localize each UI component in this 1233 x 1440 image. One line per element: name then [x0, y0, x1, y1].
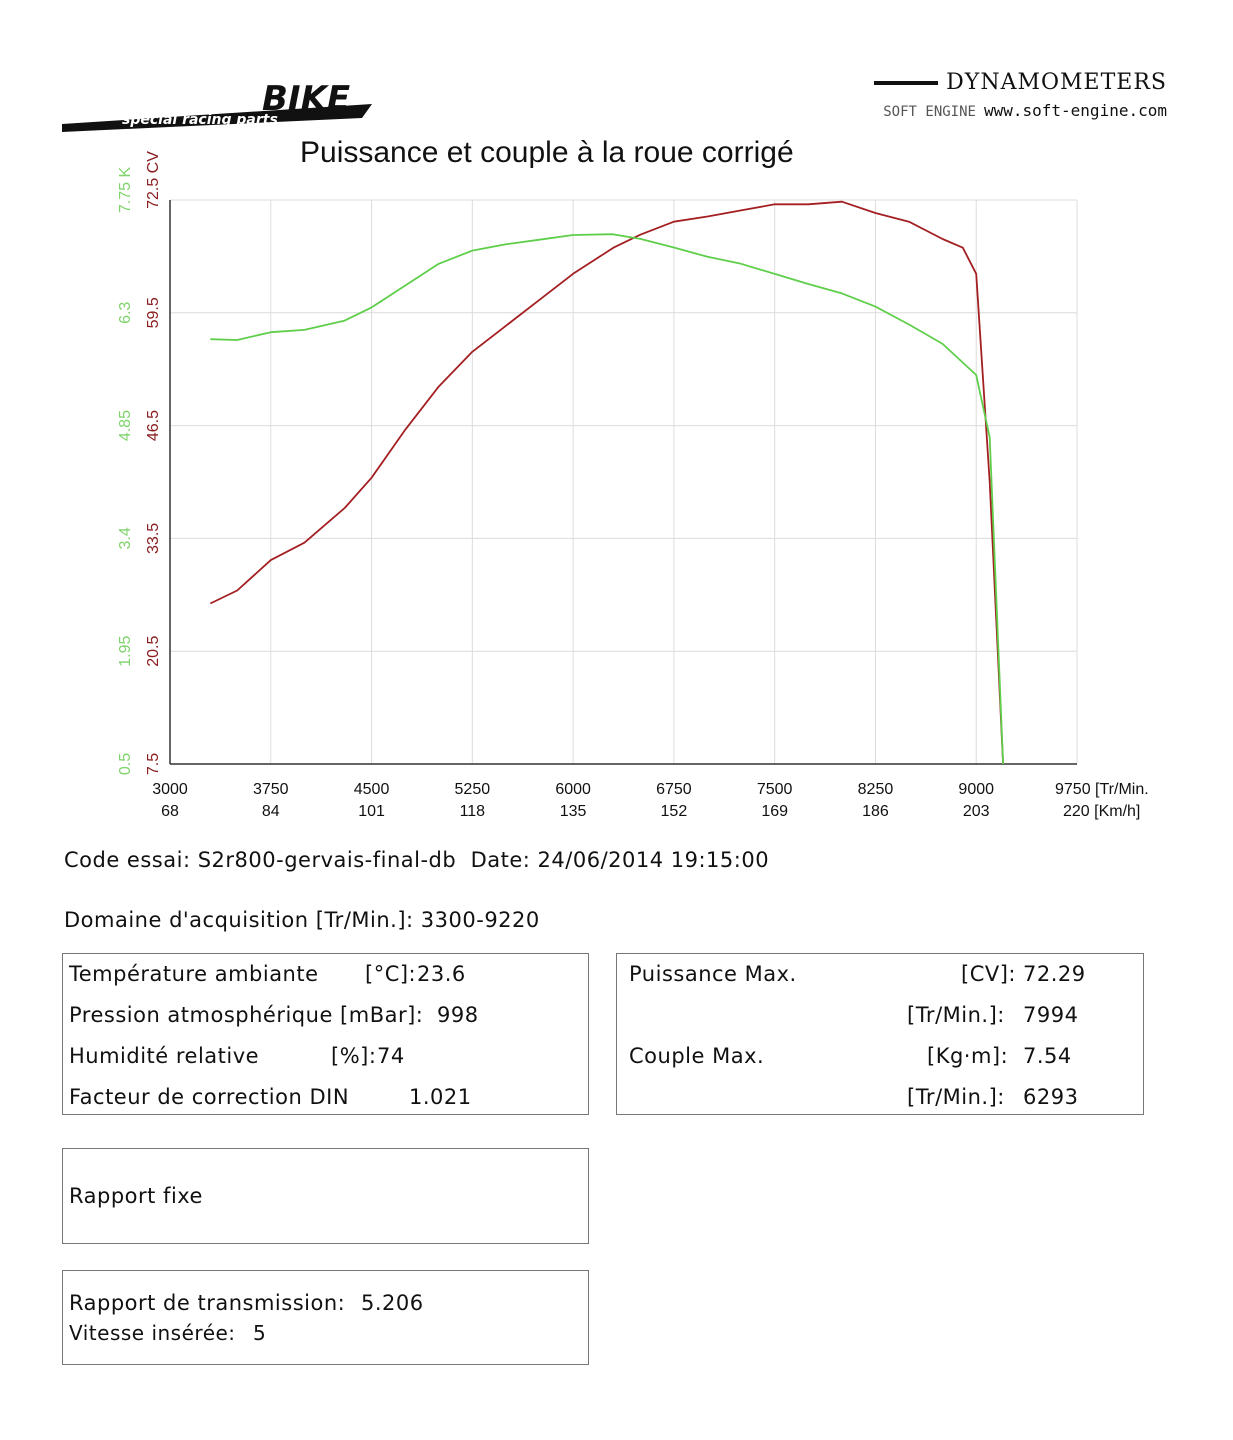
brand-url: www.soft-engine.com	[983, 101, 1167, 120]
date-value: 24/06/2014 19:15:00	[537, 848, 770, 872]
torque-max-unit: [Kg·m]:	[927, 1044, 1009, 1068]
x-tick-label: 3750	[252, 781, 289, 798]
transmission-value: 5.206	[361, 1291, 424, 1315]
x-tick-label: 4500	[353, 781, 390, 798]
code-value: S2r800-gervais-final-db	[197, 848, 457, 872]
x-secondary-tick-label: 203	[962, 803, 990, 820]
torque-max-value: 7.54	[1023, 1044, 1072, 1068]
x-secondary-tick-label: 169	[761, 803, 789, 820]
temp-unit: [°C]:	[365, 962, 417, 986]
x-tick-label: 6750	[656, 781, 692, 798]
x-secondary-tick-label: 68	[161, 803, 179, 820]
torque-rpm-unit: [Tr/Min.]:	[907, 1085, 1005, 1109]
power-tick-label: 7.5	[145, 752, 162, 776]
torque-tick-label: 0.5	[117, 752, 134, 776]
transmission-box	[62, 1270, 589, 1365]
power-max-label: Puissance Max.	[629, 962, 797, 986]
domain-value: 3300-9220	[420, 908, 540, 932]
logo-tagline: special racing parts	[122, 112, 278, 128]
gear-value: 5	[253, 1321, 267, 1345]
x-secondary-tick-label: 84	[261, 803, 280, 820]
x-secondary-tick-label: 186	[862, 803, 889, 820]
domain-label: Domaine d'acquisition [Tr/Min.]:	[64, 908, 414, 932]
torque-tick-label: 4.85	[117, 410, 134, 442]
x-tick-label: 8250	[857, 781, 894, 798]
power-tick-label: 59.5	[145, 297, 162, 329]
torque-tick-label: 6.3	[117, 301, 134, 324]
conditions-box	[62, 953, 589, 1115]
power-tick-label: 20.5	[145, 635, 162, 667]
torque-rpm-value: 6293	[1023, 1085, 1079, 1109]
humidity-label: Humidité relative	[69, 1044, 260, 1068]
x-tick-label: 3000	[152, 781, 188, 798]
x-secondary-tick-label: 135	[559, 803, 587, 820]
correction-label: Facteur de correction DIN	[69, 1085, 350, 1109]
pressure-value: 998	[437, 1003, 479, 1027]
x-tick-label: 6000	[555, 781, 591, 798]
fixed-ratio-label: Rapport fixe	[69, 1184, 203, 1208]
code-label: Code essai:	[64, 848, 191, 872]
gear-label: Vitesse insérée:	[69, 1321, 236, 1345]
power-curve	[210, 202, 1003, 764]
power-tick-label: 33.5	[145, 522, 162, 554]
x-tick-label: 9000	[958, 781, 995, 798]
x-tick-label: 9750 [Tr/Min.	[1055, 781, 1149, 798]
humidity-value: 74	[377, 1044, 405, 1068]
temp-label: Température ambiante	[69, 962, 319, 986]
logo-text: BIKE	[262, 84, 351, 119]
x-tick-label: 7500	[756, 781, 793, 798]
temp-value: 23.6	[417, 962, 466, 986]
brand-mark: SOFT ENGINE	[883, 104, 976, 120]
x-secondary-tick-label: 118	[459, 803, 486, 820]
correction-value: 1.021	[409, 1085, 472, 1109]
power-rpm-unit: [Tr/Min.]:	[907, 1003, 1005, 1027]
torque-tick-label: 3.4	[117, 527, 134, 550]
torque-max-label: Couple Max.	[629, 1044, 765, 1068]
humidity-unit: [%]:	[331, 1044, 377, 1068]
power-max-unit: [CV]:	[961, 962, 1016, 986]
acquisition-row	[64, 908, 540, 932]
power-rpm-value: 7994	[1023, 1003, 1079, 1027]
fixed-ratio-box	[62, 1148, 589, 1244]
torque-curve	[210, 234, 1003, 764]
power-tick-label: 46.5	[145, 410, 162, 442]
pressure-label: Pression atmosphérique [mBar]:	[69, 1003, 424, 1027]
x-secondary-tick-label: 101	[358, 803, 385, 820]
results-box	[616, 953, 1144, 1115]
x-secondary-tick-label: 220 [Km/h]	[1063, 803, 1141, 820]
transmission-label: Rapport de transmission:	[69, 1291, 346, 1315]
torque-tick-label: 1.95	[117, 635, 134, 667]
x-secondary-tick-label: 152	[660, 803, 688, 820]
brand-name: DYNAMOMETERS	[946, 70, 1167, 95]
date-label: Date:	[470, 848, 531, 872]
x-tick-label: 5250	[454, 781, 491, 798]
power-tick-label: 72.5 CV	[145, 151, 162, 209]
test-code-row	[64, 848, 769, 872]
torque-tick-label: 7.75 K	[117, 166, 134, 214]
chart-title: Puissance et couple à la roue corrigé	[300, 136, 794, 169]
power-max-value: 72.29	[1023, 962, 1086, 986]
